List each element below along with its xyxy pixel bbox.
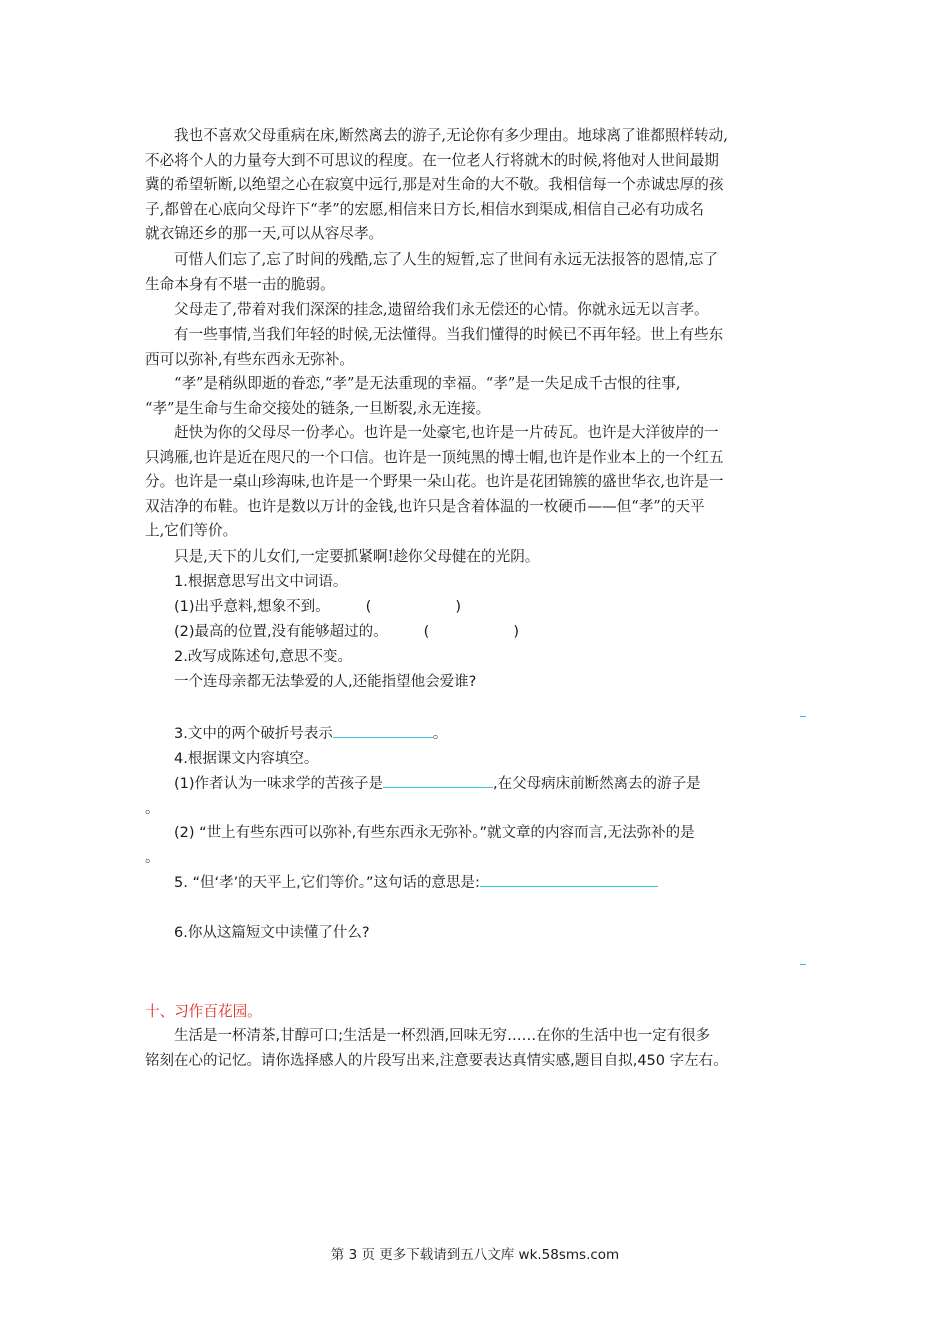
page-footer: 第 3 页 更多下载请到五八文库 wk.58sms.com (330, 1247, 620, 1263)
section-title: 十、习作百花园。 (145, 1003, 262, 1020)
text-line: 生命本身有不堪一击的脆弱。 (145, 275, 335, 293)
text-line: 上,它们等价。 (145, 522, 238, 539)
question-4-item-1 (145, 772, 807, 797)
text-line: 我也不喜欢父母重病在床,断然离去的游子,无论你有多少理由。地球离了谁都照样转动, (174, 127, 728, 144)
question-2: 2.改写成陈述句,意思不变。 (174, 649, 352, 665)
question-2-sentence: 一个连母亲都无法挚爱的人,还能指望他会爱谁? (174, 674, 477, 690)
question-5 (145, 871, 807, 896)
paragraph-4 (145, 323, 807, 372)
text-line: 就衣锦还乡的那一天,可以从容尽孝。 (145, 225, 384, 242)
question-4: 4.根据课文内容填空。 (174, 751, 319, 767)
text-line: 子,都曾在心底向父母许下“孝”的宏愿,相信来日方长,相信水到渠成,相信自己必有功成名 (145, 200, 704, 218)
paragraph-5 (145, 372, 807, 421)
text-line: 不必将个人的力量夸大到不可思议的程度。在一位老人行将就木的时候,将他对人世间最期 (145, 151, 719, 169)
paragraph-6 (145, 421, 807, 544)
question-4-item-1-end: 。 (145, 801, 160, 817)
text-line: 双洁净的布鞋。也许是数以万计的金钱,也许只是含着体温的一枚硬币——但“孝”的天平 (145, 497, 705, 515)
text-line: 冀的希望斩断,以绝望之心在寂寞中远行,那是对生命的大不敬。我相信每一个赤诚忠厚的孩 (145, 176, 724, 193)
paragraph-2 (145, 248, 807, 297)
question-text: (1)作者认为一味求学的苦孩子是 (174, 776, 384, 792)
question-text: (2)最高的位置,没有能够超过的。 (174, 624, 388, 640)
answer-line-mark (800, 716, 806, 717)
answer-blank[interactable] (383, 773, 493, 788)
answer-paren-open: ( (365, 599, 372, 615)
paragraph-3 (145, 298, 807, 323)
answer-paren-open: ( (423, 624, 430, 640)
text-line: 可惜人们忘了,忘了时间的残酷,忘了人生的短暂,忘了世间有永远无法报答的恩情,忘了 (174, 251, 718, 268)
section-10-prompt (145, 1024, 807, 1073)
answer-blank[interactable] (333, 723, 433, 738)
question-1-item-2 (145, 620, 807, 645)
text-line: 赶快为你的父母尽一份孝心。也许是一处豪宅,也许是一片砖瓦。也许是大洋彼岸的一 (174, 424, 719, 441)
text-line: 铭刻在心的记忆。请你选择感人的片段写出来,注意要表达真情实感,题目自拟,450 字左右。 (145, 1052, 728, 1069)
text-line: “孝”是稍纵即逝的眷恋,“孝”是无法重现的幸福。“孝”是一失足成千古恨的往事, (174, 375, 681, 392)
question-text: 5. “但‘孝’的天平上,它们等价。”这句话的意思是: (174, 875, 480, 891)
paragraph-7: 只是,天下的儿女们,一定要抓紧啊!趁你父母健在的光阴。 (174, 548, 540, 565)
answer-blank[interactable] (480, 872, 658, 887)
question-text-end: 。 (432, 726, 448, 742)
question-text-cont: ,在父母病床前断然离去的游子是 (493, 776, 701, 792)
question-4-item-2: (2) “世上有些东西可以弥补,有些东西永无弥补。”就文章的内容而言,无法弥补的是 (174, 825, 695, 841)
question-6: 6.你从这篇短文中读懂了什么? (174, 925, 370, 941)
question-4-item-2-end: 。 (145, 850, 160, 866)
text-line: “孝”是生命与生命交接处的链条,一旦断裂,永无连接。 (145, 399, 491, 417)
text-line: 只鸿雁,也许是近在咫尺的一个口信。也许是一顶纯黑的博士帽,也许是作业本上的一个红五 (145, 448, 724, 466)
question-3 (145, 722, 807, 747)
question-text: (1)出乎意料,想象不到。 (174, 599, 330, 615)
answer-paren-close: ) (455, 599, 461, 615)
text-line: 西可以弥补,有些东西永无弥补。 (145, 350, 354, 368)
text-line: 有一些事情,当我们年轻的时候,无法懂得。当我们懂得的时候已不再年轻。世上有些东 (174, 326, 724, 343)
text-line: 父母走了,带着对我们深深的挂念,遗留给我们永无偿还的心情。你就永远无以言孝。 (174, 301, 709, 318)
paragraph-1 (145, 124, 807, 247)
text-line: 分。也许是一桌山珍海味,也许是一个野果一朵山花。也许是花团锦簇的盛世华衣,也许是一 (145, 473, 724, 490)
text-line: 生活是一杯清茶,甘醇可口;生活是一杯烈酒,回味无穷……在你的生活中也一定有很多 (174, 1028, 711, 1044)
question-1-item-1 (145, 595, 807, 620)
question-text: 3.文中的两个破折号表示 (174, 726, 333, 742)
answer-paren-close: ) (513, 624, 519, 640)
answer-line-mark (800, 964, 806, 965)
question-1: 1.根据意思写出文中词语。 (174, 574, 348, 590)
